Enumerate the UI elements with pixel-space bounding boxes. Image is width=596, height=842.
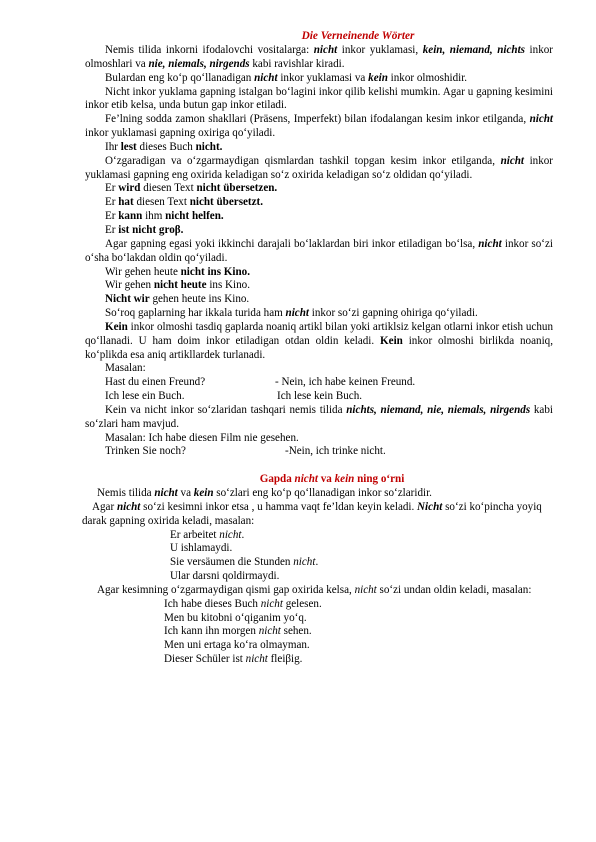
text-run: inkor soʻzi gapning ohiriga qoʻyiladi. <box>308 307 478 320</box>
text-run: soʻzi koʻpincha yoyiq darak gapning oxirida keladi, masalan: <box>82 500 542 527</box>
example-sentence <box>85 210 553 224</box>
bold-italic-term: kein <box>368 71 388 84</box>
example-sentence <box>85 293 553 307</box>
text-run: inkor yuklamasi gapning eng oxirida keladigan soʻz oxirida keladigan soʻz oldidan qoʻyiladi. <box>85 154 553 181</box>
bold-italic-term: kein <box>193 487 214 499</box>
text-run: kabi soʻzlari ham mavjud. <box>85 403 553 430</box>
bold-text: Kein <box>105 320 128 333</box>
example-sentence: Masalan: Ich habe diesen Film nie gesehen. <box>105 431 299 444</box>
example-question: Ich lese ein Buch. <box>105 390 185 403</box>
text-run: Dieser Schüler ist <box>164 653 246 666</box>
text-run: soʻzlari eng koʻp qoʻllanadigan inkor soʻzlaridir. <box>213 487 432 499</box>
text-run: . <box>241 528 245 541</box>
italic-term: nicht <box>294 473 318 486</box>
example-sentence <box>82 625 553 639</box>
text-run: ning oʻrni <box>354 473 405 486</box>
bold-italic-term: nicht <box>154 487 178 499</box>
bold-text: kann <box>118 210 143 223</box>
italic-term: nicht <box>260 597 283 610</box>
text-run: inkor yuklamasi, <box>337 44 423 56</box>
text-run: Agar kesimning oʻzgarmaydigan qismi gap oxirida kelsa, <box>97 583 355 596</box>
example-label: Masalan: <box>105 362 146 375</box>
text-run: soʻzi undan oldin keladi, masalan: <box>376 583 532 596</box>
text-run: inkor olmoshi birlikda noaniq, koʻplikda esa aniq artikllardek turlanadi. <box>85 334 553 361</box>
text-run: ins Kino. <box>206 279 251 292</box>
example-pair <box>85 376 553 390</box>
paragraph <box>82 584 553 598</box>
text-run: Er <box>105 223 119 236</box>
text-run: dieses Buch <box>136 140 196 153</box>
example-translation <box>82 612 553 626</box>
paragraph <box>85 404 553 432</box>
bold-text: nicht helfen. <box>165 210 224 223</box>
example-pair <box>85 390 553 404</box>
text-run: gelesen. <box>282 597 322 610</box>
text-run: Gapda <box>259 473 295 486</box>
bold-text: Kein <box>380 334 403 347</box>
bold-italic-term: nicht <box>529 113 553 126</box>
paragraph <box>85 86 553 114</box>
paragraph <box>85 44 553 72</box>
text-run: Ich kann ihn morgen <box>164 625 259 638</box>
text-run: Kein va nicht inkor soʻzlaridan tashqari nemis tilida <box>105 403 347 416</box>
example-answer: - Nein, ich habe keinen Freund. <box>275 376 416 389</box>
text-run: Wir gehen heute <box>105 265 181 278</box>
italic-term: nicht <box>293 556 316 569</box>
bold-italic-term: nicht <box>478 237 502 250</box>
text-run: Nemis tilida inkorni ifodalovchi vositalarga: <box>105 44 314 56</box>
text-run: Soʻroq gaplarning har ikkala turida ham <box>105 307 286 320</box>
paragraph <box>85 155 553 183</box>
example-translation <box>82 570 553 584</box>
bold-italic-term: kein, niemand, nichts <box>422 44 525 56</box>
text-run: ihm <box>142 210 166 223</box>
paragraph <box>85 113 553 141</box>
text-run: kabi ravishlar kiradi. <box>249 57 345 70</box>
example-question: Trinken Sie noch? <box>105 445 186 458</box>
example-pair <box>85 445 553 459</box>
text-run: Er <box>105 210 119 223</box>
text-run: va <box>317 473 335 486</box>
example-sentence <box>82 598 553 612</box>
bold-text: wird <box>118 182 141 195</box>
example-sentence <box>85 279 553 293</box>
bold-text: nicht übersetzt. <box>189 196 264 209</box>
italic-term: nicht <box>219 528 242 541</box>
text-run: diesen Text <box>133 196 190 209</box>
text-run: Er <box>105 196 119 209</box>
text-run: inkor olmoshi tasdiq gaplarda noaniq artikl bilan yoki artiklsiz kelgan otlarni inkor etish uchun qoʻllanadi. U ham doim inkor etiladigan otdan oldin keladi. <box>85 320 553 347</box>
text-run: Sie versäumen die Stunden <box>170 556 294 569</box>
example-translation <box>82 639 553 653</box>
text-run: U ishlamaydi. <box>170 542 233 555</box>
paragraph <box>82 501 553 529</box>
example-sentence <box>85 196 553 210</box>
text-run: diesen Text <box>140 182 197 195</box>
text-run: Er arbeitet <box>170 528 220 541</box>
text-run: Bulardan eng koʻp qoʻllanadigan <box>105 71 255 84</box>
text-run: Men uni ertaga koʻra olmayman. <box>164 639 310 652</box>
paragraph <box>82 487 553 501</box>
text-run: Nicht inkor yuklama gapning istalgan boʻlagini inkor qilib kelishi mumkin. Agar u gapning kesimini inkor etib kelsa, unda butun gap inkor etiladi. <box>85 85 553 112</box>
example-sentence <box>85 266 553 280</box>
text-run: Ich habe dieses Buch <box>164 597 261 610</box>
text-run: fleiβig. <box>267 653 303 666</box>
text-run: Agar <box>92 500 117 513</box>
text-run: inkor olmoshidir. <box>387 71 468 84</box>
text-run: Oʻzgaradigan va oʻzgarmaydigan qismlardan tashkil topgan kesim inkor etilganda, <box>105 154 501 167</box>
bold-text: Nicht wir <box>105 293 150 306</box>
bold-text: nicht ins Kino. <box>180 265 250 278</box>
text-run: inkor olmoshlari va <box>85 44 553 70</box>
bold-italic-term: nicht <box>116 500 141 513</box>
bold-italic-term: nicht <box>313 44 338 56</box>
text-run: Men bu kitobni oʻqiganim yoʻq. <box>164 611 307 624</box>
example-sentence <box>85 224 553 238</box>
text-run: Nemis tilida <box>97 487 155 499</box>
example-sentence <box>85 141 553 155</box>
example-sentence <box>82 653 553 667</box>
italic-term: nicht <box>354 583 377 596</box>
bold-italic-term: nicht <box>254 71 278 84</box>
text-run: sehen. <box>280 625 312 638</box>
bold-text: lest <box>120 140 137 153</box>
bold-italic-term: Nicht <box>417 500 443 513</box>
text-run: soʻzi kesimni inkor etsa , u hamma vaqt fe’ldan keyin keladi. <box>140 500 418 513</box>
text-run: inkor soʻzi oʻsha boʻlakdan oldin qoʻyiladi. <box>85 237 553 264</box>
bold-text: nicht heute <box>153 279 207 292</box>
paragraph <box>85 321 553 363</box>
text-run: Er <box>105 182 119 195</box>
text-run: inkor yuklamasi gapning oxiriga qoʻyiladi. <box>85 127 276 140</box>
section-title: Die Verneinende Wörter <box>301 30 415 42</box>
bold-italic-term: nichts, niemand, nie, niemals, nirgends <box>346 403 531 416</box>
text-run: Agar gapning egasi yoki ikkinchi darajali boʻlaklardan biri inkor etiladigan boʻlsa, <box>105 237 479 250</box>
bold-italic-term: nicht <box>500 154 524 167</box>
italic-term: nicht <box>245 653 268 666</box>
example-question: Hast du einen Freund? <box>105 376 206 389</box>
bold-italic-term: nicht <box>285 307 309 320</box>
example-answer: -Nein, ich trinke nicht. <box>285 445 386 458</box>
example-translation <box>82 542 553 556</box>
bold-italic-term: nie, niemals, nirgends <box>148 57 250 70</box>
italic-term: kein <box>334 473 355 486</box>
example-sentence <box>85 182 553 196</box>
text-run: . <box>315 556 319 569</box>
example-answer: Ich lese kein Buch. <box>277 390 363 403</box>
paragraph <box>85 238 553 266</box>
bold-text: hat <box>118 196 134 209</box>
example-sentence <box>82 529 553 543</box>
paragraph <box>85 72 553 86</box>
text-run: gehen heute ins Kino. <box>149 293 250 306</box>
section-title <box>85 473 553 487</box>
paragraph <box>85 307 553 321</box>
bold-text: ist nicht groβ. <box>118 223 184 236</box>
italic-term: nicht <box>258 625 281 638</box>
bold-text: nicht. <box>195 140 223 153</box>
text-run: Ular darsni qoldirmaydi. <box>170 570 280 583</box>
text-run: Ihr <box>105 140 121 153</box>
bold-text: nicht übersetzen. <box>196 182 278 195</box>
text-run: Wir gehen <box>105 279 154 292</box>
text-run: Fe’lning sodda zamon shakllari (Präsens, Imperfekt) bilan ifodalangan kesim inkor etilganda, <box>105 113 530 126</box>
document-body <box>82 44 553 667</box>
text-run: inkor yuklamasi va <box>277 71 369 84</box>
example-sentence <box>82 556 553 570</box>
text-run: va <box>177 487 194 499</box>
